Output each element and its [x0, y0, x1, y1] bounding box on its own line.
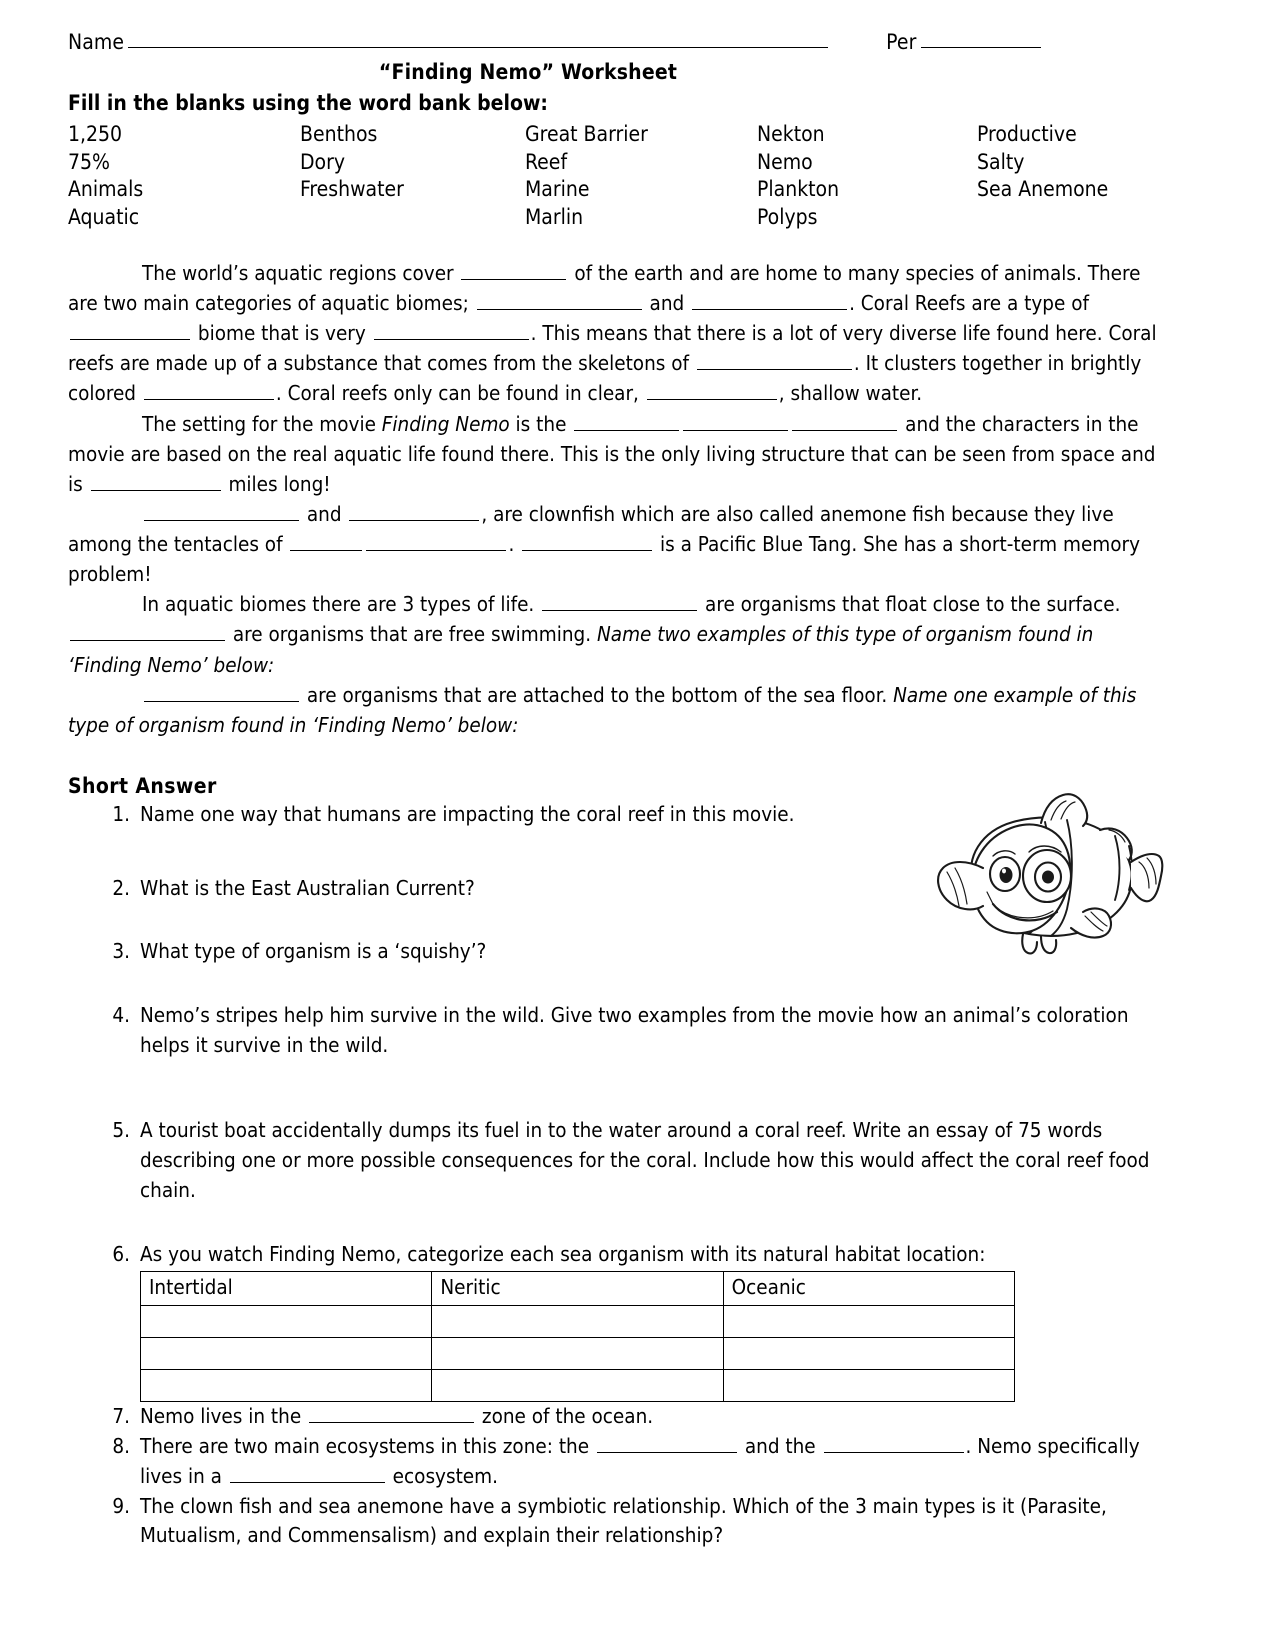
table-row [141, 1370, 1015, 1402]
p2-text-1: The setting for the movie [142, 411, 382, 436]
question-3 [112, 937, 1158, 1001]
p1-text-2: of the earth and are home to many species of animals. There are two main categories of aquatic biomes; [68, 260, 1141, 315]
name-label: Name [68, 30, 125, 54]
p4-text-2: are organisms that float close to the surface. [699, 592, 1121, 617]
answer-space[interactable] [140, 830, 1158, 874]
p2-text-4: miles long! [222, 471, 331, 496]
word-bank-item: Salty [977, 149, 1025, 174]
blank[interactable] [692, 291, 847, 310]
question-2 [112, 874, 1158, 938]
question-number: 1. [112, 801, 130, 826]
blank[interactable] [647, 381, 777, 400]
p3-text-4: is a Pacific Blue Tang. She has a short-term memory problem! [68, 532, 1141, 587]
blank[interactable] [144, 682, 299, 701]
question-text: The clown fish and sea anemone have a symbiotic relationship. Which of the 3 main types is it (Parasite, Mutualism, and Commensalism) and explain their relationship? [140, 1493, 1107, 1548]
question-number: 6. [112, 1241, 130, 1266]
question-number: 3. [112, 939, 130, 964]
per-group [886, 28, 1041, 54]
word-bank-item: Marine [525, 177, 590, 202]
blank[interactable] [290, 532, 362, 551]
word-bank-item: Dory [300, 149, 346, 174]
word-bank-item: Reef [525, 149, 568, 174]
question-text-a: There are two main ecosystems in this zone: the [140, 1434, 595, 1459]
short-answer-list [68, 800, 1158, 1551]
column-header-neritic: Neritic [432, 1272, 723, 1306]
question-text: As you watch Finding Nemo, categorize each sea organism with its natural habitat location: [140, 1241, 986, 1266]
word-bank-row [68, 149, 1158, 177]
table-cell[interactable] [723, 1338, 1014, 1370]
question-text: A tourist boat accidentally dumps its fuel in to the water around a coral reef. Write an essay of 75 words describing one or more possible consequences for the coral. Include how this would affect the coral reef food chain. [140, 1118, 1150, 1202]
p1-text-6: . This means that there is a lot of very diverse life found here. Coral reefs are made up of a substance that comes from the skeletons of [68, 321, 1157, 376]
table-cell[interactable] [432, 1306, 723, 1338]
answer-space[interactable] [140, 903, 1158, 937]
blank[interactable] [366, 532, 506, 551]
p3-text-2: , are clownfish which are also called anemone fish because they live among the tentacles of [68, 501, 1114, 556]
table-row [141, 1306, 1015, 1338]
blank[interactable] [349, 501, 479, 520]
paragraph-2 [68, 409, 1158, 499]
blank[interactable] [522, 532, 652, 551]
word-bank-item: Plankton [757, 177, 840, 202]
table-row [141, 1338, 1015, 1370]
blank[interactable] [574, 411, 679, 430]
p3-text-3: . [508, 532, 521, 556]
blank[interactable] [597, 1434, 737, 1453]
p2-text-2: is the [509, 411, 573, 436]
question-number: 4. [112, 1003, 130, 1028]
movie-title: Finding Nemo [381, 411, 510, 436]
habitat-table [140, 1271, 1015, 1402]
question-6 [112, 1240, 1158, 1403]
question-8 [112, 1432, 1158, 1491]
table-cell[interactable] [141, 1338, 432, 1370]
paragraph-1 [68, 258, 1158, 409]
column-header-intertidal: Intertidal [141, 1272, 432, 1306]
question-number: 7. [112, 1404, 130, 1429]
question-text: What type of organism is a ‘squishy’? [140, 939, 487, 964]
table-cell[interactable] [723, 1370, 1014, 1402]
p1-text-5: biome that is very [192, 321, 372, 346]
word-bank-row [68, 204, 1158, 232]
word-bank-item: Aquatic [68, 205, 140, 230]
blank[interactable] [542, 592, 697, 611]
question-text-b: zone of the ocean. [476, 1404, 654, 1429]
blank[interactable] [91, 471, 221, 490]
blank[interactable] [144, 381, 274, 400]
per-blank[interactable] [921, 27, 1041, 48]
word-bank-row [68, 121, 1158, 149]
question-text-a: Nemo lives in the [140, 1404, 308, 1429]
question-number: 5. [112, 1118, 130, 1143]
question-text: What is the East Australian Current? [140, 875, 475, 900]
question-7 [112, 1402, 1158, 1432]
short-answer-heading: Short Answer [68, 773, 217, 798]
paragraph-5 [68, 680, 1158, 740]
blank[interactable] [70, 321, 190, 340]
table-cell[interactable] [432, 1370, 723, 1402]
question-9 [112, 1492, 1158, 1551]
word-bank-item: Polyps [757, 205, 818, 230]
p1-text-1: The world’s aquatic regions cover [142, 260, 460, 285]
answer-space[interactable] [140, 1060, 1158, 1116]
word-bank-item: Nekton [757, 122, 825, 146]
p4-italic-instruction: Name two examples of this type of organism found in ‘Finding Nemo’ below: [68, 622, 1094, 677]
word-bank [68, 121, 1158, 232]
word-bank-item: 1,250 [68, 122, 123, 146]
table-header-row [141, 1272, 1015, 1306]
p4-text-1: In aquatic biomes there are 3 types of life. [142, 592, 541, 617]
word-bank-row [68, 176, 1158, 204]
passage-body [68, 258, 1158, 740]
blank[interactable] [374, 321, 529, 340]
word-bank-item: Benthos [300, 122, 378, 146]
answer-space[interactable] [140, 967, 1158, 1001]
p2-text-3: and the characters in the movie are based on the real aquatic life found there. This is the only living structure that can be seen from space and is [68, 411, 1156, 496]
word-bank-item: Sea Anemone [977, 177, 1109, 202]
p5-text-1: are organisms that are attached to the bottom of the sea floor. [301, 682, 894, 707]
question-5 [112, 1116, 1158, 1239]
question-text-d: ecosystem. [386, 1463, 498, 1488]
word-bank-item: Animals [68, 177, 144, 202]
word-bank-item: Nemo [757, 149, 813, 174]
p1-text-8: . Coral reefs only can be found in clear, [275, 381, 645, 406]
blank[interactable] [824, 1434, 964, 1453]
paragraph-3 [68, 499, 1158, 589]
column-header-oceanic: Oceanic [723, 1272, 1014, 1306]
answer-space[interactable] [140, 1206, 1158, 1240]
page-title: “Finding Nemo” Worksheet [378, 60, 678, 84]
word-bank-item: 75% [68, 149, 110, 174]
blank[interactable] [230, 1463, 385, 1482]
word-bank-item: Productive [977, 122, 1077, 146]
question-1 [112, 800, 1158, 874]
question-number: 8. [112, 1434, 130, 1459]
p4-text-3: are organisms that are free swimming. [227, 622, 597, 647]
blank[interactable] [477, 291, 642, 310]
word-bank-item: Freshwater [300, 177, 404, 202]
blank[interactable] [683, 411, 788, 430]
blank[interactable] [461, 260, 566, 279]
p1-text-3: and [643, 291, 691, 315]
name-per-row [68, 28, 1158, 54]
question-number: 2. [112, 875, 130, 900]
question-4 [112, 1001, 1158, 1116]
table-cell[interactable] [432, 1338, 723, 1370]
question-text: Nemo’s stripes help him survive in the wild. Give two examples from the movie how an animal’s coloration helps it survive in the wild. [140, 1003, 1129, 1057]
p3-text-1: and [301, 501, 348, 526]
blank[interactable] [792, 411, 897, 430]
word-bank-item: Marlin [525, 205, 584, 230]
p1-text-9: , shallow water. [778, 381, 923, 406]
fill-in-instruction: Fill in the blanks using the word bank below: [68, 91, 548, 115]
question-text-b: and the [738, 1434, 822, 1459]
p1-text-4: . Coral Reefs are a type of [849, 291, 1089, 315]
word-bank-item [300, 204, 525, 232]
question-text-c: . Nemo specifically lives in a [140, 1434, 1140, 1488]
per-label: Per [886, 30, 917, 54]
word-bank-item [977, 204, 1157, 232]
table-cell[interactable] [723, 1306, 1014, 1338]
name-blank[interactable] [128, 27, 828, 48]
p1-text-7: . It clusters together in brightly colored [68, 351, 1142, 406]
worksheet-page [68, 28, 1158, 1551]
blank[interactable] [144, 501, 299, 520]
blank[interactable] [309, 1404, 474, 1423]
question-number: 9. [112, 1493, 130, 1518]
paragraph-4 [68, 589, 1158, 679]
p5-italic-instruction: Name one example of this type of organism found in ‘Finding Nemo’ below: [68, 682, 1137, 737]
question-text: Name one way that humans are impacting the coral reef in this movie. [140, 801, 795, 826]
blank[interactable] [697, 351, 852, 370]
table-cell[interactable] [141, 1370, 432, 1402]
word-bank-item: Great Barrier [525, 122, 648, 146]
table-cell[interactable] [141, 1306, 432, 1338]
blank[interactable] [70, 622, 225, 641]
